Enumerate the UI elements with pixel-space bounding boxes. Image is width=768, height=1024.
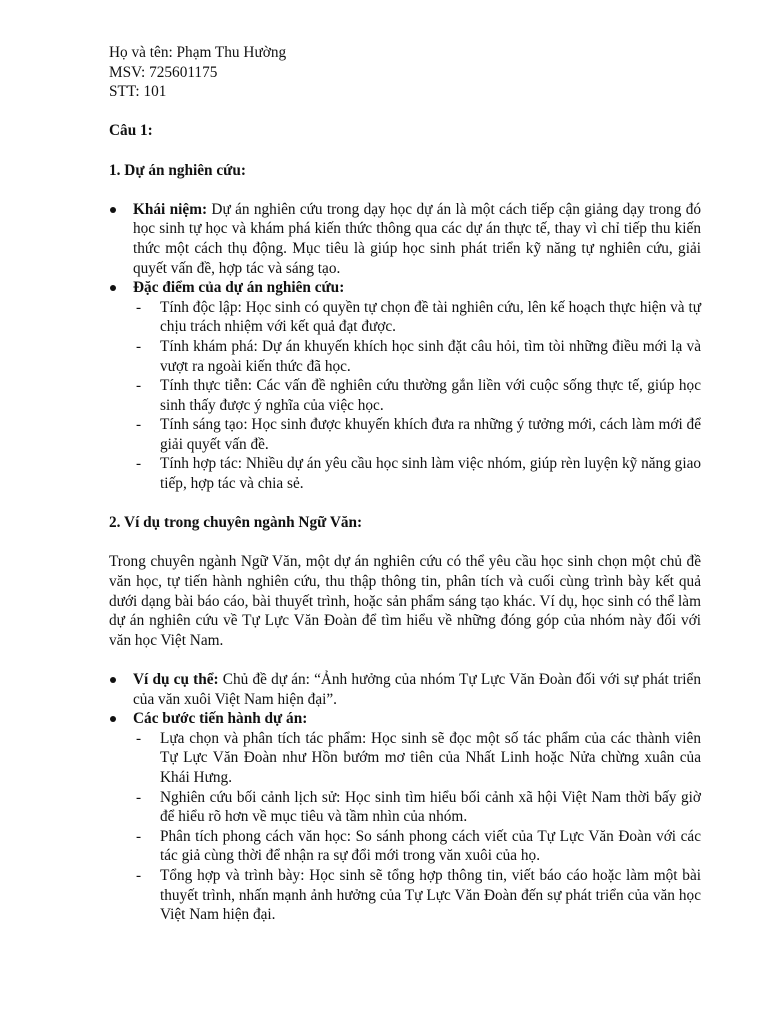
list-item bbox=[133, 729, 701, 788]
concept-item bbox=[109, 200, 701, 278]
example-item bbox=[109, 670, 701, 709]
list-item bbox=[133, 376, 701, 415]
bullet-icon bbox=[110, 716, 116, 722]
steps-item bbox=[109, 709, 701, 925]
list-item bbox=[133, 415, 701, 454]
dash-bullet-icon: - bbox=[136, 788, 142, 806]
dash-bullet-icon: - bbox=[136, 729, 142, 747]
dash-bullet-icon: - bbox=[136, 455, 142, 473]
step-text: Lựa chọn và phân tích tác phẩm: Học sinh sẽ đọc một số tác phẩm của các thành viên Tự Lực Văn Đoàn như Hồn bướm mơ tiên của Nhất Linh hoặc Nửa chừng xuân của Khái Hưng. bbox=[160, 729, 701, 786]
student-id-line: MSV: 725601175 bbox=[109, 63, 218, 81]
bullet-icon bbox=[110, 207, 116, 213]
list-item bbox=[133, 827, 701, 866]
feature-text: Tính sáng tạo: Học sinh được khuyến khích đưa ra những ý tưởng mới, cách làm mới để giải quyết vấn đề. bbox=[160, 416, 701, 453]
dash-bullet-icon: - bbox=[136, 827, 142, 845]
dash-bullet-icon: - bbox=[136, 377, 142, 395]
dash-bullet-icon: - bbox=[136, 416, 142, 434]
dash-bullet-icon: - bbox=[136, 337, 142, 355]
features-list bbox=[133, 298, 701, 494]
concept-text: Dự án nghiên cứu trong dạy học dự án là một cách tiếp cận giảng dạy trong đó học sinh tự học và khám phá kiến thức thông qua các dự án thực tế, thay vì chỉ tiếp thu kiến thức một cách thụ động. Mục tiêu là giúp học sinh phát triển kỹ năng tự nghiên cứu, giải quyết vấn đề, hợp tác và sáng tạo. bbox=[133, 200, 701, 277]
bullet-icon bbox=[110, 285, 116, 291]
section-1-heading: 1. Dự án nghiên cứu: bbox=[109, 161, 246, 179]
list-item bbox=[133, 866, 701, 925]
features-label: Đặc điểm của dự án nghiên cứu: bbox=[133, 279, 345, 297]
steps-label: Các bước tiến hành dự án: bbox=[133, 710, 308, 728]
list-item bbox=[133, 337, 701, 376]
concept-label: Khái niệm: bbox=[133, 200, 208, 218]
section-2-paragraph: Trong chuyên ngành Ngữ Văn, một dự án nghiên cứu có thể yêu cầu học sinh chọn một chủ đề văn học, tự tiến hành nghiên cứu, thu thập thông tin, phân tích và cuối cùng trình bày kết quả dưới dạng bài báo cáo, bài thuyết trình, hoặc sản phẩm sáng tạo khác. Ví dụ, học sinh có thể làm dự án nghiên cứu về Tự Lực Văn Đoàn để tìm hiểu về những đóng góp của nhóm này đối với văn học Việt Nam. bbox=[109, 553, 701, 649]
feature-text: Tính hợp tác: Nhiều dự án yêu cầu học sinh làm việc nhóm, giúp rèn luyện kỹ năng giao tiếp, hợp tác và chia sẻ. bbox=[160, 455, 702, 493]
example-label: Ví dụ cụ thể: bbox=[133, 671, 219, 688]
list-item bbox=[133, 454, 701, 493]
steps-list bbox=[133, 729, 701, 925]
list-item bbox=[133, 788, 701, 827]
step-text: Nghiên cứu bối cảnh lịch sử: Học sinh tìm hiểu bối cảnh xã hội Việt Nam thời bấy giờ để hiểu rõ hơn về mục tiêu và tầm nhìn của nhóm. bbox=[160, 788, 701, 826]
document-body bbox=[109, 43, 701, 925]
step-text: Phân tích phong cách văn học: So sánh phong cách viết của Tự Lực Văn Đoàn với các tác giả cùng thời để nhận ra sự đổi mới trong văn xuôi của họ. bbox=[160, 827, 701, 865]
features-item bbox=[109, 278, 701, 494]
list-item bbox=[133, 298, 701, 337]
feature-text: Tính độc lập: Học sinh có quyền tự chọn đề tài nghiên cứu, lên kế hoạch thực hiện và tự chịu trách nhiệm với kết quả đạt được. bbox=[160, 298, 701, 336]
student-name-line: Họ và tên: Phạm Thu Hường bbox=[109, 44, 287, 61]
section-2-heading: 2. Ví dụ trong chuyên ngành Ngữ Văn: bbox=[109, 514, 363, 532]
student-number-line: STT: 101 bbox=[109, 83, 167, 101]
example-text: Chủ đề dự án: “Ảnh hưởng của nhóm Tự Lực Văn Đoàn đối với sự phát triển của văn xuôi Việt Nam hiện đại”. bbox=[133, 671, 701, 708]
dash-bullet-icon: - bbox=[136, 866, 142, 884]
feature-text: Tính khám phá: Dự án khuyến khích học sinh đặt câu hỏi, tìm tòi những điều mới lạ và vượt ra ngoài kiến thức đã học. bbox=[160, 337, 701, 375]
dash-bullet-icon: - bbox=[136, 298, 142, 316]
bullet-icon bbox=[110, 677, 116, 683]
section-1-list bbox=[109, 200, 701, 494]
section-2-list bbox=[109, 670, 701, 925]
step-text: Tổng hợp và trình bày: Học sinh sẽ tổng hợp thông tin, viết báo cáo hoặc làm một bài thuyết trình, nhấn mạnh ảnh hưởng của Tự Lực Văn Đoàn đến sự phát triển của văn học Việt Nam hiện đại. bbox=[160, 866, 701, 924]
question-title: Câu 1: bbox=[109, 122, 153, 140]
student-info bbox=[109, 43, 701, 102]
feature-text: Tính thực tiễn: Các vấn đề nghiên cứu thường gắn liền với cuộc sống thực tế, giúp học sinh thấy được ý nghĩa của việc học. bbox=[160, 377, 701, 414]
